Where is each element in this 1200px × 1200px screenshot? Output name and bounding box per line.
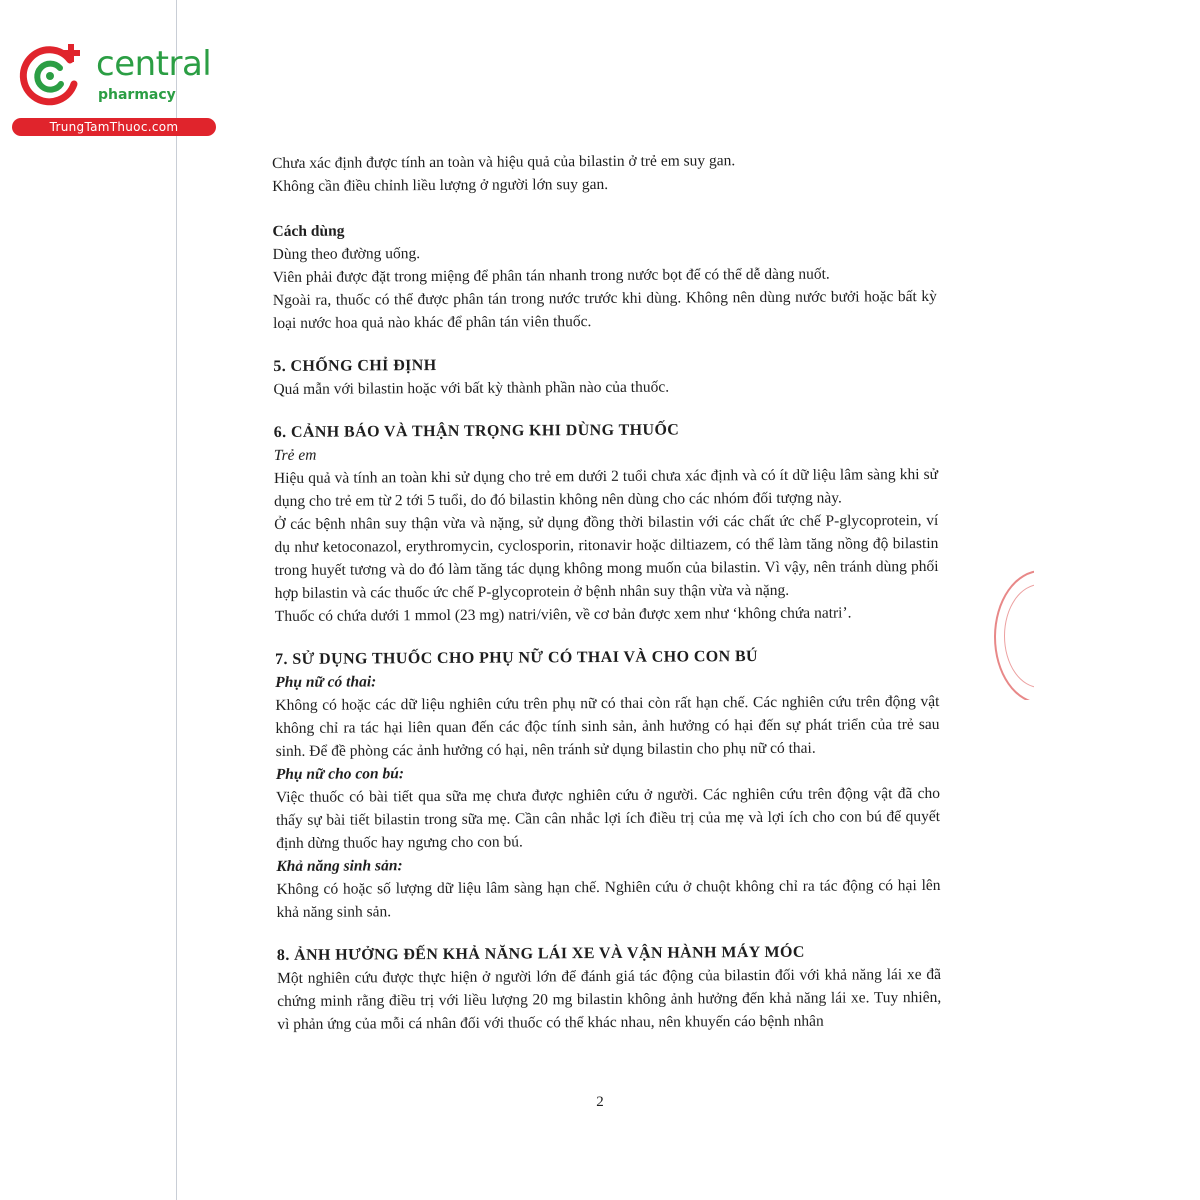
section-6-paragraph: Hiệu quả và tính an toàn khi sử dụng cho trẻ em dưới 2 tuổi chưa xác định và có ít dữ liệu lâm sàng khi sử dụng cho trẻ em từ 2 tới 5 tuổi, do đó bilastin không nên dùng cho các nhóm đối tượng này. — [273, 465, 939, 510]
usage-line: Viên phải được đặt trong miệng để phân tán nhanh trong nước bọt để có thể dễ dàng nuốt. — [272, 265, 830, 286]
stamp-icon — [994, 570, 1034, 700]
page-edge — [176, 0, 177, 1200]
section-7-title: 7. SỬ DỤNG THUỐC CHO PHỤ NỮ CÓ THAI VÀ CHO CON BÚ — [275, 648, 759, 668]
section-5-text: Quá mẫn với bilastin hoặc với bất kỳ thành phần nào của thuốc. — [273, 378, 670, 398]
breastfeeding-text: Việc thuốc có bài tiết qua sữa mẹ chưa được nghiên cứu ở người. Các nghiên cứu trên động vật đã cho thấy sự bài tiết bilastin trong sữa mẹ. Cần cân nhắc lợi ích điều trị của mẹ và lợi ích cho con bú để quyết định dừng thuốc hay ngưng cho con bú. — [275, 784, 941, 852]
brand-name: central — [96, 44, 212, 84]
usage-line: Dùng theo đường uống. — [272, 245, 421, 263]
pregnant-label: Phụ nữ có thai: — [275, 673, 377, 691]
usage-line: Ngoài ra, thuốc có thể được phân tán trong nước trước khi dùng. Không nên dùng nước bưởi hoặc bất kỳ loại nước hoa quả nào khác để phân tán viên thuốc. — [272, 287, 937, 332]
section-8-text: Một nghiên cứu được thực hiện ở người lớn để đánh giá tác động của bilastin đối với khả năng lái xe đã chứng minh rằng điều trị với liều lượng 20 mg bilastin không ảnh hưởng đến khả năng lái xe. Tuy nhiên, vì phản ứng của mỗi cá nhân đối với thuốc có thể khác nhau, nên khuyến cáo bệnh nhân — [276, 965, 942, 1033]
central-pharmacy-logo-icon — [14, 40, 86, 112]
pregnant-text: Không có hoặc các dữ liệu nghiên cứu trên phụ nữ có thai còn rất hạn chế. Các nghiên cứu trên động vật không chỉ ra tác hại liên quan đến các độc tính sinh sản, ảnh hưởng có hại đến sự phát triển của trẻ sau sinh. Để đề phòng các ảnh hưởng có hại, nên tránh sử dụng bilastin cho phụ nữ có thai. — [275, 692, 940, 760]
section-5-title: 5. CHỐNG CHỈ ĐỊNH — [273, 356, 437, 375]
brand-subtitle: pharmacy — [98, 87, 176, 103]
fertility-text: Không có hoặc số lượng dữ liệu lâm sàng hạn chế. Nghiên cứu ở chuột không chỉ ra tác động có hại lên khả năng sinh sản. — [276, 876, 941, 921]
section-6-paragraph: Ở các bệnh nhân suy thận vừa và nặng, sử dụng đồng thời bilastin với các chất ức chế P-glycoprotein, ví dụ như ketoconazol, erythromycin, cyclosporin, ritonavir hoặc diltiazem, có thể làm tăng nồng độ bilastin trong huyết tương và do đó làm tăng tác dụng không mong muốn của bilastin. Vì vậy, nên tránh dùng phối hợp bilastin và các thuốc ức chế P-glycoprotein ở bệnh nhân suy thận vừa và nặng. — [274, 511, 939, 602]
section-6-title: 6. CẢNH BÁO VÀ THẬN TRỌNG KHI DÙNG THUỐC — [273, 421, 680, 441]
document-body — [272, 148, 941, 1036]
intro-line: Không cần điều chỉnh liều lượng ở người lớn suy gan. — [272, 175, 609, 195]
logo[interactable] — [8, 36, 223, 136]
section-8-title: 8. ẢNH HƯỞNG ĐẾN KHẢ NĂNG LÁI XE VÀ VẬN HÀNH MÁY MÓC — [276, 943, 805, 964]
page-number: 2 — [596, 1094, 604, 1110]
section-6-paragraph: Thuốc có chứa dưới 1 mmol (23 mg) natri/viên, về cơ bản được xem như ‘không chứa natri’. — [274, 604, 852, 625]
brand-url[interactable]: TrungTamThuoc.com — [12, 118, 216, 136]
intro-line: Chưa xác định được tính an toàn và hiệu quả của bilastin ở trẻ em suy gan. — [272, 152, 736, 172]
section-6-subheading: Trẻ em — [273, 446, 317, 464]
breastfeeding-label: Phụ nữ cho con bú: — [275, 765, 405, 783]
fertility-label: Khả năng sinh sản: — [276, 857, 403, 875]
usage-heading: Cách dùng — [272, 222, 345, 240]
